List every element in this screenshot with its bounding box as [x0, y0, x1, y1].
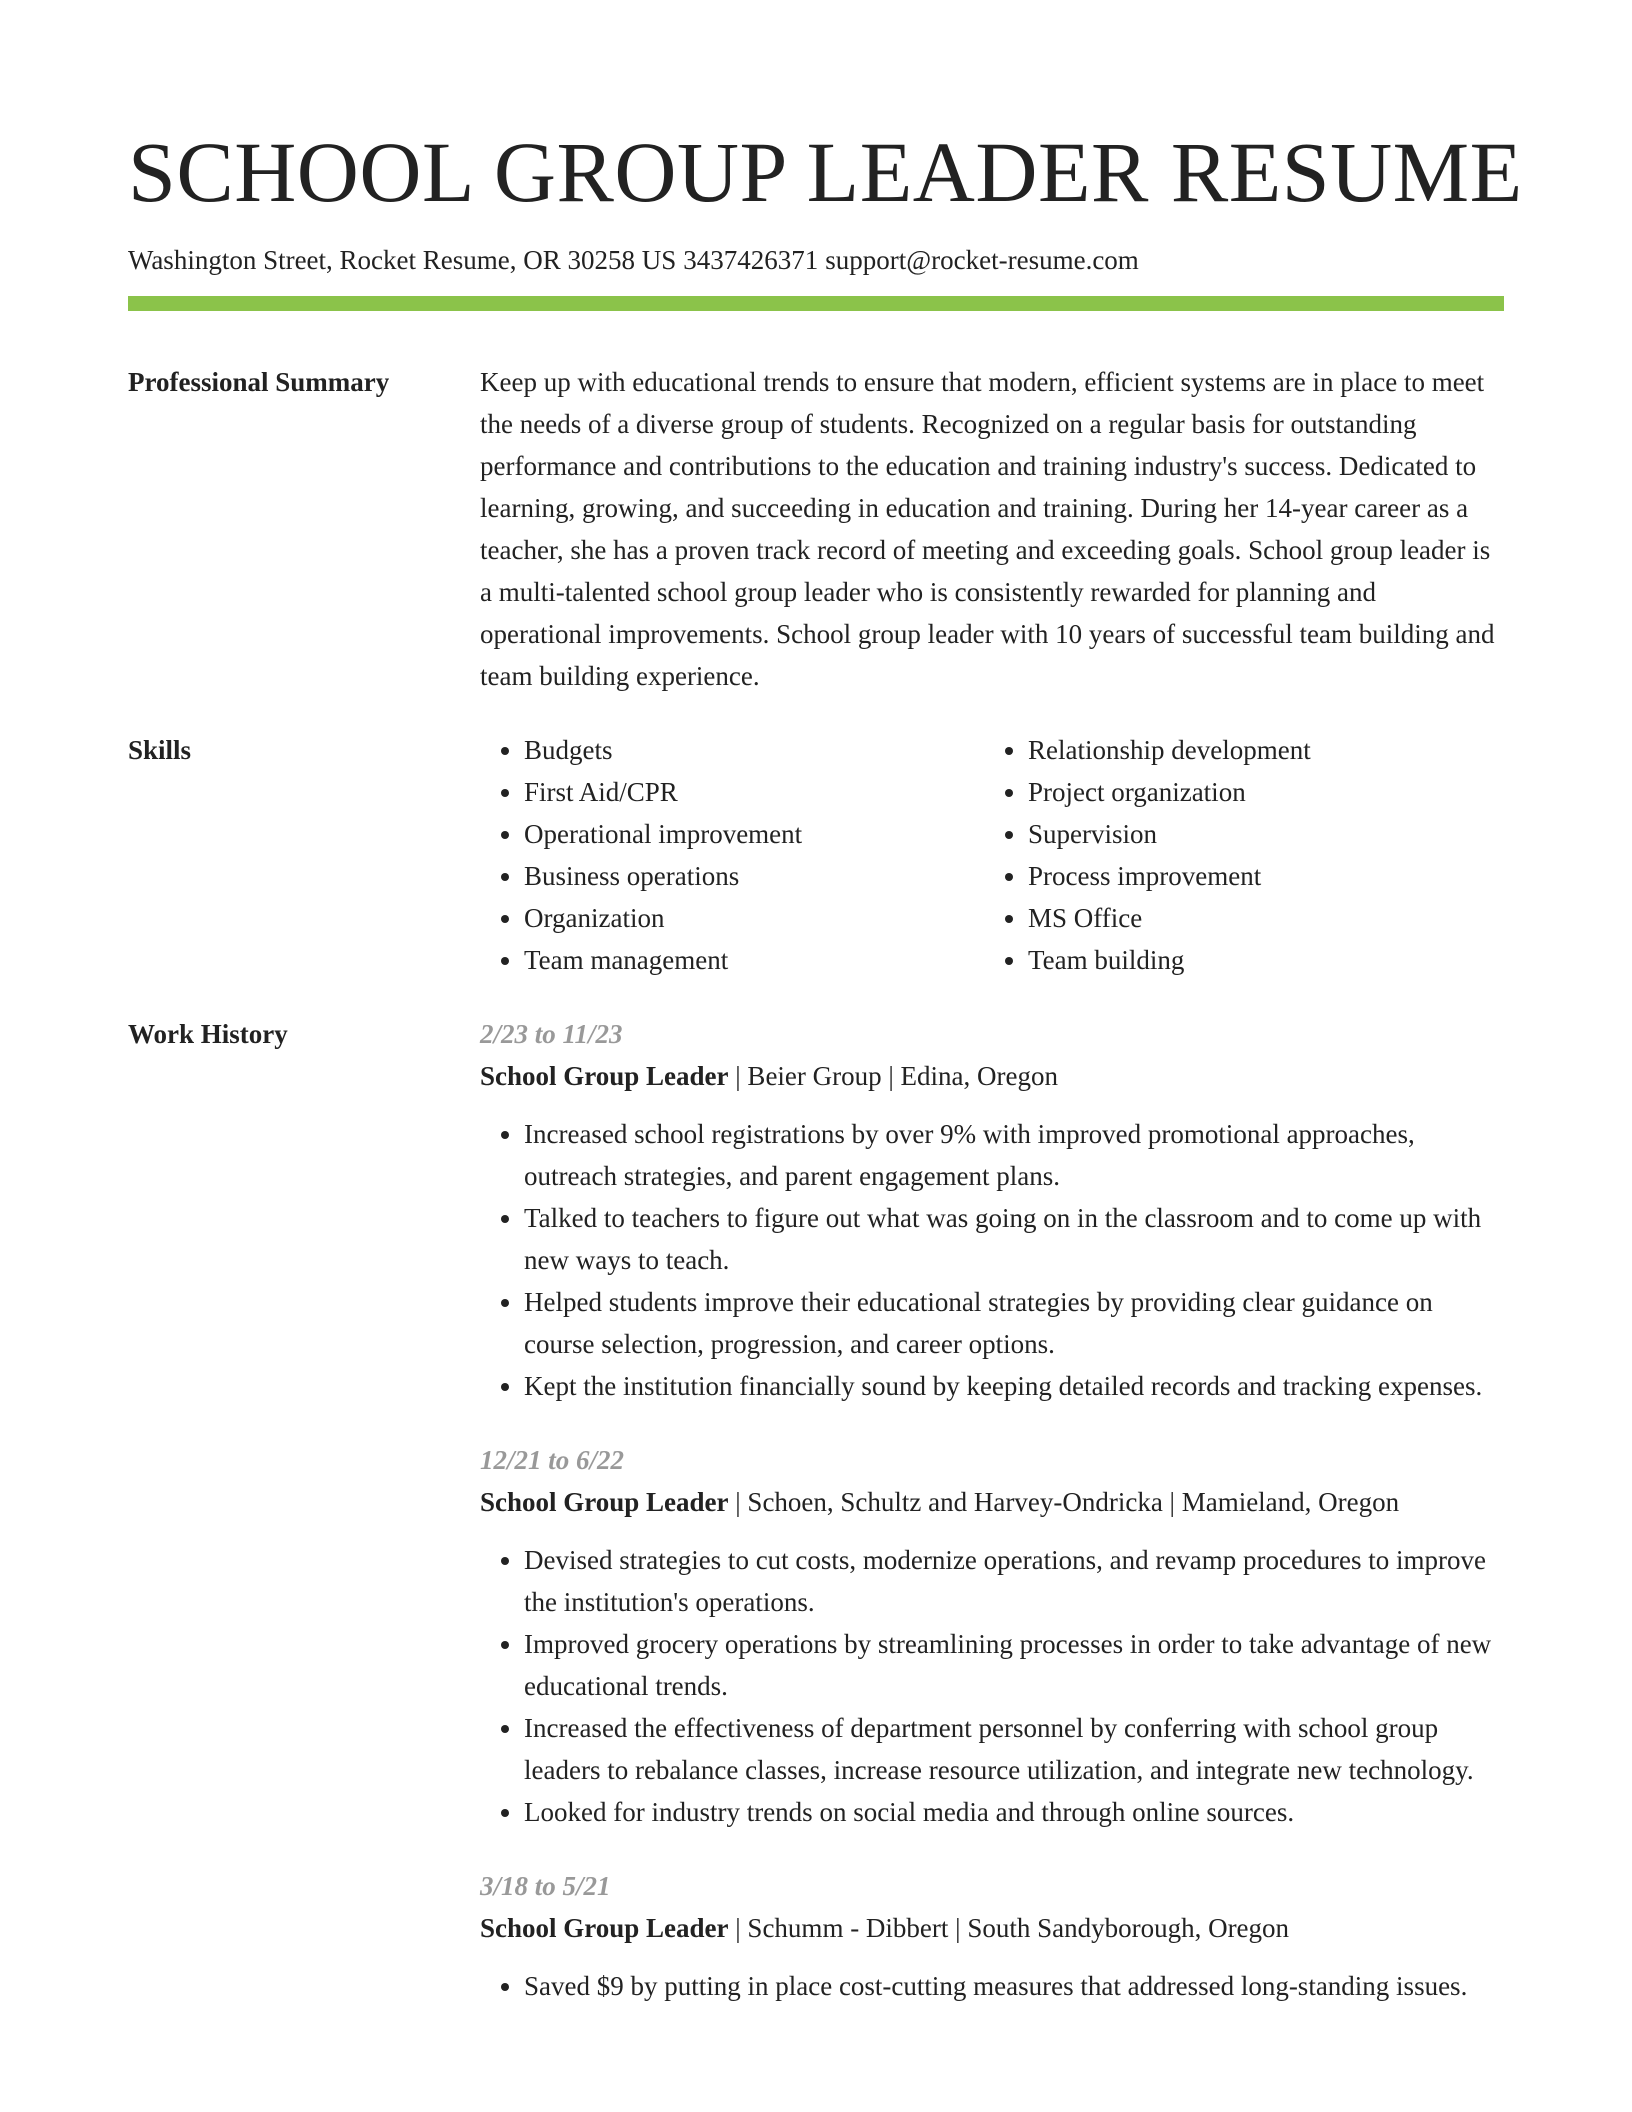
- job-entry: [480, 1865, 1504, 2007]
- job-title: School Group Leader: [480, 1061, 729, 1091]
- job-bullets: [480, 1539, 1504, 1833]
- resume-title: SCHOOL GROUP LEADER RESUME: [128, 124, 1523, 220]
- skills-heading: Skills: [128, 735, 192, 765]
- skills-list-left: [480, 729, 984, 981]
- skills-list-right: [984, 729, 1488, 981]
- job-bullets: [480, 1965, 1504, 2007]
- skill-item: • Operational improvement: [524, 813, 984, 855]
- job-bullet: • Kept the institution financially sound by keeping detailed records and tracking expenses.: [524, 1365, 1504, 1407]
- job-bullet: • Helped students improve their educational strategies by providing clear guidance on course selection, progression, and career options.: [524, 1281, 1504, 1365]
- job-bullet: • Increased school registrations by over 9% with improved promotional approaches, outreach strategies, and parent engagement plans.: [524, 1113, 1504, 1197]
- job-bullet: • Devised strategies to cut costs, modernize operations, and revamp procedures to improve the institution's operations.: [524, 1539, 1504, 1623]
- summary-text: Keep up with educational trends to ensure that modern, efficient systems are in place to meet the needs of a diverse group of students. Recognized on a regular basis for outstanding performance and contributions to the education and training industry's success. Dedicated to learning, growing, and succeeding in education and training. During her 14-year career as a teacher, she has a proven track record of meeting and exceeding goals. School group leader is a multi-talented school group leader who is consistently rewarded for planning and operational improvements. School group leader with 10 years of successful team building and team building experience.: [480, 367, 1495, 691]
- job-heading: [480, 1055, 1504, 1097]
- job-bullet: • Looked for industry trends on social media and through online sources.: [524, 1791, 1504, 1833]
- skill-item: • MS Office: [1028, 897, 1488, 939]
- skill-item: • Supervision: [1028, 813, 1488, 855]
- header-divider: [128, 296, 1504, 311]
- skill-item: • Process improvement: [1028, 855, 1488, 897]
- job-details: | Schoen, Schultz and Harvey-Ondricka | Mamieland, Oregon: [728, 1487, 1400, 1517]
- job-entry: [480, 1439, 1504, 1833]
- job-bullet: • Improved grocery operations by streamlining processes in order to take advantage of new educational trends.: [524, 1623, 1504, 1707]
- job-bullet: • Talked to teachers to figure out what was going on in the classroom and to come up with new ways to teach.: [524, 1197, 1504, 1281]
- skill-item: • Budgets: [524, 729, 984, 771]
- contact-email: support@rocket-resume.com: [825, 245, 1139, 275]
- skill-item: • Organization: [524, 897, 984, 939]
- skill-item: • Business operations: [524, 855, 984, 897]
- job-details: | Beier Group | Edina, Oregon: [728, 1061, 1059, 1091]
- contact-address: Washington Street, Rocket Resume, OR 30258 US: [128, 245, 677, 275]
- job-dates: 12/21 to 6/22: [480, 1445, 625, 1475]
- job-title: School Group Leader: [480, 1913, 729, 1943]
- job-bullets: [480, 1113, 1504, 1407]
- job-heading: [480, 1481, 1504, 1523]
- skills-grid: [480, 729, 1504, 981]
- job-entry: [480, 1013, 1504, 1407]
- skill-item: • Team building: [1028, 939, 1488, 981]
- skill-item: • First Aid/CPR: [524, 771, 984, 813]
- skill-item: • Relationship development: [1028, 729, 1488, 771]
- work-history-section: [128, 1013, 1504, 2007]
- summary-heading: Professional Summary: [128, 367, 390, 397]
- job-bullet: • Increased the effectiveness of department personnel by conferring with school group leaders to rebalance classes, increase resource utilization, and integrate new technology.: [524, 1707, 1504, 1791]
- skills-section: [128, 729, 1504, 981]
- contact-phone: 3437426371: [683, 245, 819, 275]
- skill-item: • Project organization: [1028, 771, 1488, 813]
- work-history-heading: Work History: [128, 1019, 288, 1049]
- job-bullet: • Saved $9 by putting in place cost-cutting measures that addressed long-standing issues.: [524, 1965, 1504, 2007]
- job-dates: 2/23 to 11/23: [480, 1019, 623, 1049]
- skill-item: • Team management: [524, 939, 984, 981]
- contact-line: [128, 244, 1504, 276]
- job-details: | Schumm - Dibbert | South Sandyborough, Oregon: [728, 1913, 1290, 1943]
- summary-section: [128, 361, 1504, 697]
- resume-page: [128, 0, 1523, 2007]
- job-title: School Group Leader: [480, 1487, 729, 1517]
- work-history-list: [480, 1013, 1504, 2007]
- job-heading: [480, 1907, 1504, 1949]
- job-dates: 3/18 to 5/21: [480, 1871, 611, 1901]
